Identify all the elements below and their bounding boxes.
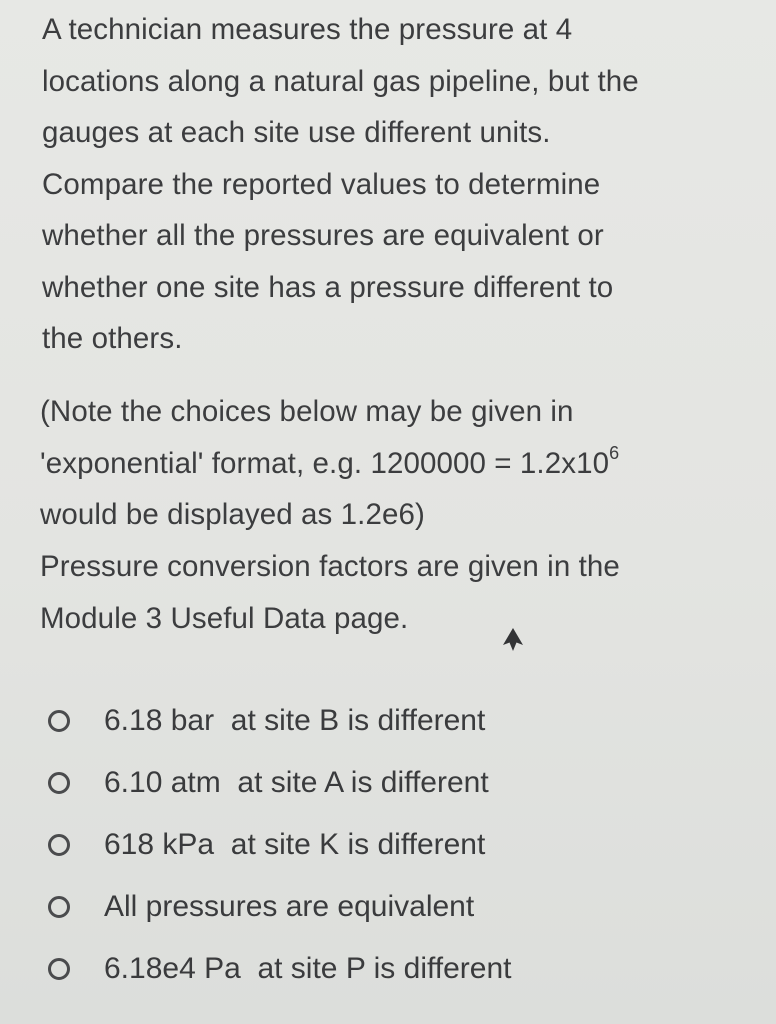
question-line: locations along a natural gas pipeline, but the [42, 64, 639, 98]
note-line: (Note the choices below may be given in [40, 395, 574, 428]
question-text [42, 4, 742, 365]
conversion-note [40, 541, 740, 644]
answer-option-site-a[interactable] [48, 752, 748, 814]
question-line: Compare the reported values to determine [42, 167, 601, 201]
radio-button[interactable] [48, 896, 70, 918]
note-text [40, 386, 740, 541]
option-label: All pressures are equivalent [104, 890, 475, 923]
radio-button[interactable] [48, 834, 70, 856]
question-line: whether one site has a pressure different to [42, 270, 614, 304]
conversion-line: Pressure conversion factors are given in the [40, 550, 620, 583]
answer-option-site-p[interactable] [48, 938, 748, 1000]
question-line: the others. [42, 322, 183, 355]
note-exponent: 6 [609, 442, 620, 463]
question-line: whether all the pressures are equivalent or [42, 219, 604, 252]
option-label: 618 kPa at site K is different [104, 828, 486, 861]
radio-button[interactable] [48, 710, 70, 732]
question-line: gauges at each site use different units. [42, 116, 551, 149]
question-line: A technician measures the pressure at 4 [42, 13, 573, 46]
note-line: would be displayed as 1.2e6) [40, 498, 425, 531]
conversion-line: Module 3 Useful Data page. [40, 601, 409, 635]
note-line [40, 438, 740, 490]
option-label: 6.18e4 Pa at site P is different [104, 952, 512, 985]
option-label: 6.18 bar at site B is different [104, 704, 486, 737]
arrow-pointer-icon [500, 626, 526, 652]
note-example-text: 'exponential' format, e.g. 1200000 = 1.2x10 [40, 446, 610, 480]
answer-option-all-equivalent[interactable] [48, 876, 748, 938]
radio-button[interactable] [48, 958, 70, 980]
option-label: 6.10 atm at site A is different [104, 766, 489, 799]
answer-option-site-k[interactable] [48, 814, 748, 876]
answer-option-site-b[interactable] [48, 690, 748, 752]
answer-options [48, 690, 748, 1000]
radio-button[interactable] [48, 772, 70, 794]
